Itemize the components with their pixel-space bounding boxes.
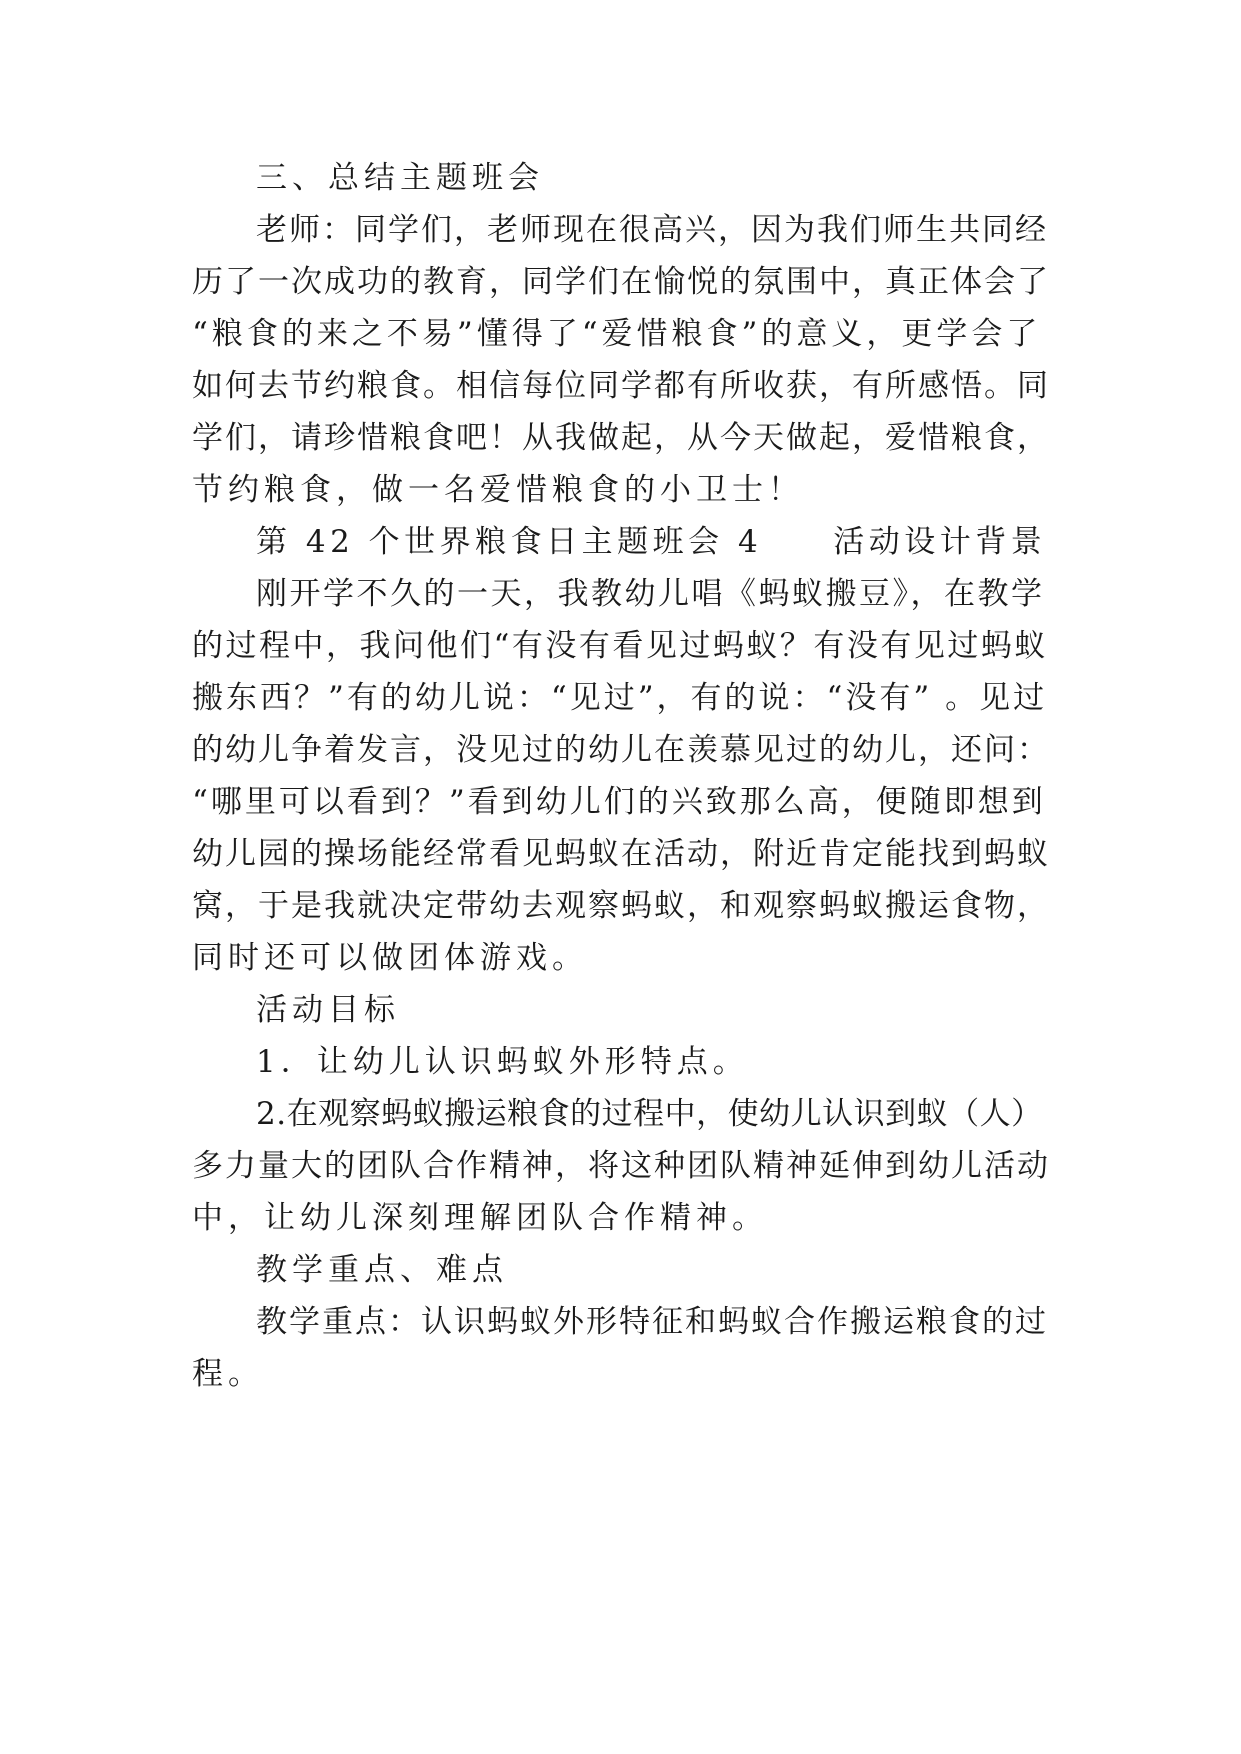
paragraph-line: 历了一次成功的教育，同学们在愉悦的氛围中，真正体会了 <box>192 264 1050 300</box>
paragraph-line: 节约粮食，做一名爱惜粮食的小卫士！ <box>192 472 804 508</box>
paragraph-line: 教学重点：认识蚂蚁外形特征和蚂蚁合作搬运粮食的过 <box>256 1304 1048 1340</box>
paragraph-line: 多力量大的团队合作精神，将这种团队精神延伸到幼儿活动 <box>192 1148 1050 1184</box>
paragraph-line: “哪里可以看到？”看到幼儿们的兴致那么高，便随即想到 <box>192 784 1046 820</box>
paragraph-line: 刚开学不久的一天，我教幼儿唱《蚂蚁搬豆》，在教学 <box>256 576 1045 612</box>
paragraph-line: 中，让幼儿深刻理解团队合作精神。 <box>192 1200 768 1236</box>
paragraph-line: 窝，于是我就决定带幼去观察蚂蚁，和观察蚂蚁搬运食物， <box>192 888 1050 924</box>
paragraph-line: 的过程中，我问他们“有没有看见过蚂蚁？有没有见过蚂蚁 <box>192 628 1048 664</box>
section-heading: 三、总结主题班会 <box>256 160 544 196</box>
list-item: 1．让幼儿认识蚂蚁外形特点。 <box>256 1044 749 1080</box>
paragraph-line: 程。 <box>192 1356 264 1392</box>
paragraph-line: 幼儿园的操场能经常看见蚂蚁在活动，附近肯定能找到蚂蚁 <box>192 836 1050 872</box>
paragraph-line: 搬东西？”有的幼儿说：“见过”，有的说：“没有” 。见过 <box>192 680 1048 716</box>
list-item: 2.在观察蚂蚁搬运粮食的过程中，使幼儿认识到蚁（人） <box>256 1096 1043 1132</box>
paragraph-line: 的幼儿争着发言，没见过的幼儿在羡慕见过的幼儿，还问： <box>192 732 1050 768</box>
paragraph-line: 学们，请珍惜粮食吧！从我做起，从今天做起，爱惜粮食， <box>192 420 1050 456</box>
paragraph-line: 老师：同学们，老师现在很高兴，因为我们师生共同经 <box>256 212 1048 248</box>
section-heading: 活动目标 <box>256 992 400 1028</box>
paragraph-line: 如何去节约粮食。相信每位同学都有所收获，有所感悟。同 <box>192 368 1050 404</box>
paragraph-line: “粮食的来之不易”懂得了“爱惜粮食”的意义，更学会了 <box>192 316 1042 352</box>
paragraph-line: 同时还可以做团体游戏。 <box>192 940 588 976</box>
section-heading: 教学重点、难点 <box>256 1252 508 1288</box>
section-heading: 第 42 个世界粮食日主题班会 4 活动设计背景 <box>256 524 1047 560</box>
